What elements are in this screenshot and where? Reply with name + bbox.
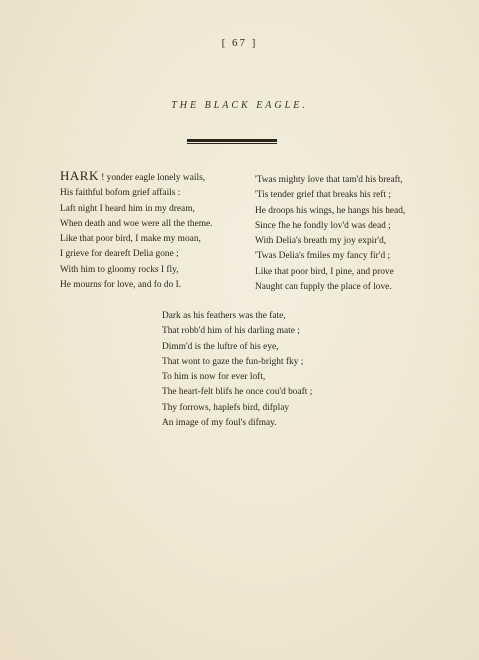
poem-line: That wont to gaze the fun-bright fky ;	[162, 356, 304, 367]
poem-line: He mourns for love, and fo do I.	[60, 280, 182, 291]
poem-line: Like that poor bird, I pine, and prove	[255, 266, 394, 277]
first-line-text: ! yonder eagle lonely wails,	[101, 173, 206, 183]
poem-line: The heart-felt blifs he once cou'd boaft ;	[162, 387, 313, 398]
poem-line: With him to gloomy rocks I fly,	[60, 264, 179, 275]
title-rule	[187, 139, 277, 142]
poem-line: To him is now for ever loft,	[162, 372, 266, 383]
poem-line: 'Twas mighty love that tam'd his breaft,	[255, 175, 403, 185]
stanza-right	[255, 173, 405, 295]
poem-line: Thy forrows, haplefs bird, difplay	[162, 402, 290, 413]
title-rule-thin	[187, 143, 277, 144]
poem-line: Naught can fupply the place of love.	[255, 282, 392, 293]
poem-line: Since fhe he fondly lov'd was dead ;	[255, 220, 391, 231]
drop-cap: HARK	[60, 168, 99, 183]
poem-line: Dimm'd is the luftre of his eye,	[162, 341, 279, 352]
poem-line: Laft night I heard him in my dream,	[60, 203, 195, 214]
poem-line: His faithful bofom grief affails :	[60, 188, 181, 199]
page-number: [ 67 ]	[221, 37, 258, 49]
poem-line: 'Tis tender grief that breaks his reft ;	[255, 190, 391, 201]
poem-line: When death and woe were all the theme.	[60, 218, 213, 229]
poem-line: Dark as his feathers was the fate,	[162, 311, 286, 321]
poem-line: He droops his wings, he hangs his head,	[255, 205, 406, 216]
poem-line: That robb'd him of his darling mate ;	[162, 326, 300, 337]
poem-line: Like that poor bird, I make my moan,	[60, 234, 201, 245]
poem-line: An image of my foul's difmay.	[162, 418, 277, 429]
poem-line: 'Twas Delia's fmiles my fancy fir'd ;	[255, 251, 391, 262]
poem-line	[60, 168, 213, 186]
stanza-left	[60, 168, 213, 293]
poem-line: With Delia's breath my joy expir'd,	[255, 236, 387, 247]
stanza-center	[162, 309, 312, 431]
poem-line: I grieve for deareft Delia gone ;	[60, 249, 179, 260]
poem-title: THE BLACK EAGLE.	[171, 100, 308, 111]
